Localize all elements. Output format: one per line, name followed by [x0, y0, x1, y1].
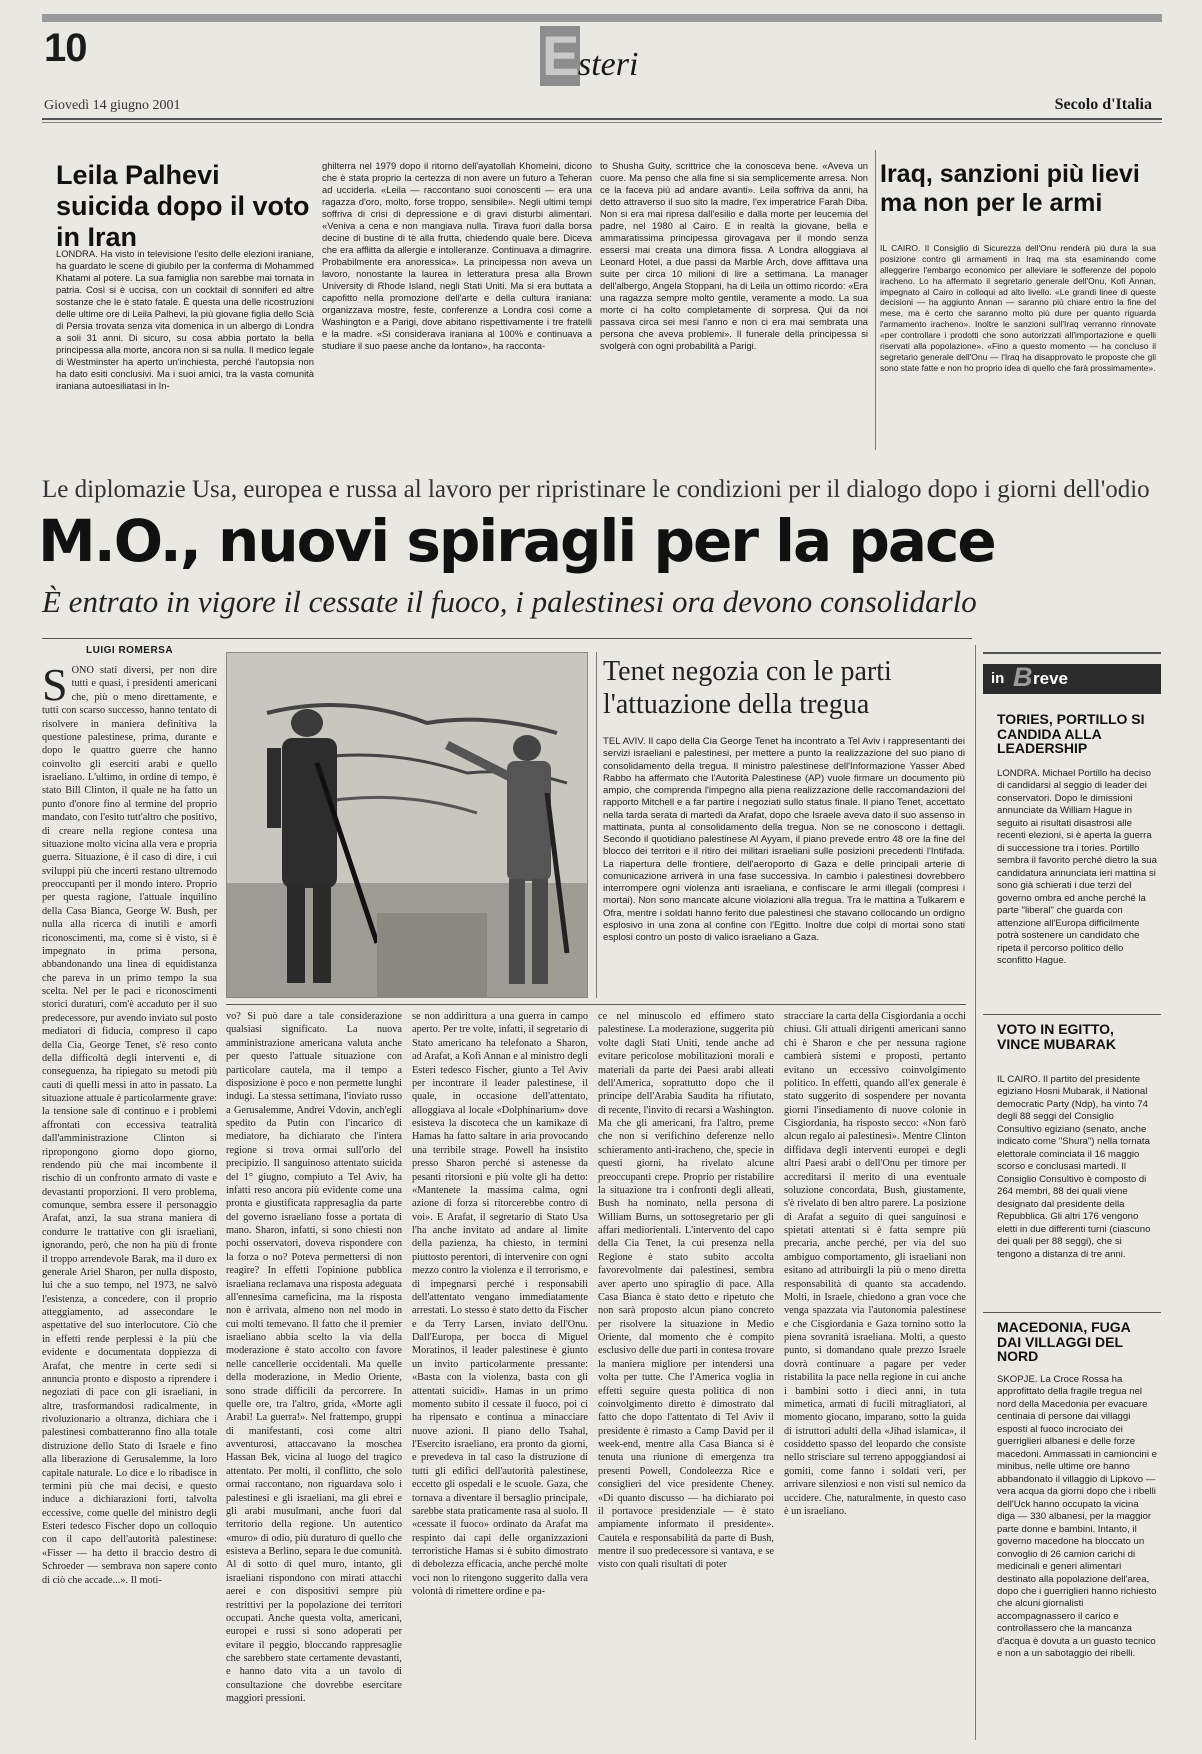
issue-date: Giovedì 14 giugno 2001	[44, 98, 181, 113]
main-kicker: Le diplomazie Usa, europea e russa al lavoro per ripristinare le condizioni per il dialogo dopo i giorni dell'odio	[42, 476, 1150, 503]
in-breve-in: in	[991, 670, 1005, 687]
tenet-title: Tenet negozia con le parti l'attuazione della tregua	[603, 656, 892, 720]
main-headline: M.O., nuovi spiragli per la pace	[38, 507, 995, 575]
column-divider	[875, 150, 876, 450]
story-iraq-text: IL CAIRO. Il Consiglio di Sicurezza dell'Onu renderà più dura la sua posizione contro gli armamenti in Iraq ma sta esaminando come alleggerire l'embargo economico per alleviare le sofferenze del popolo iracheno. Lo ha affermato il segretario generale dell'Onu, Kofi Annan, impegnato al Cairo in colloqui ad alto livello. «Le grandi linee di queste decisioni — ha aggiunto Annan — saranno più chiare entro la fine del mese, ma è certo che saranno molto più dure per quanto riguarda l'armamento iracheno». Inoltre le sanzioni sull'Iraq verranno rinnovate «per controllare i prodotti che sono autorizzati all'importazione e quelli riservati alla popolazione». «Fino a questo momento — ha concluso il segretario generale dell'Onu — l'Iraq ha disapprovato le proposte che gli sono state fatte e non ho proprio idea di quello che farà prossimamente».	[880, 243, 1156, 373]
sidebar-divider	[975, 645, 976, 1740]
top-rule-bar	[42, 14, 1162, 22]
breve-text-macedonia: SKOPJE. La Croce Rossa ha approfittato della fragile tregua nel nord della Macedonia per evacuare centinaia di persone dai villaggi esposti al fuoco incrociato dei guerriglieri albanesi e delle forze macedoni. Ammassati in camioncini e minibus, nelle ultime ore hanno abbandonato il villaggio di Lipkovo — vera acqua da giorni dopo che i ribelli dell'Uck hanno occupato la vicina diga — 330 albanesi, per la maggior parte donne e bambini. Intanto, il governo macedone ha bloccato un convoglio di 26 camion carichi di medicinali e generi alimentari destinato alla popolazione dell'area, dopo che i guerriglieri hanno richiesto che alcuni giornalisti accompagnassero il carico e controllassero che la mancanza d'acqua è dovuta a un guasto tecnico e non a un sabotaggio dei ribelli.	[997, 1374, 1157, 1660]
photo-illustration	[227, 653, 588, 998]
story-palhevi-col2: ghilterra nel 1979 dopo il ritorno dell'ayatollah Khomeini, dicono che è stata proprio la certezza di non avere un futuro a Teheran ad ucciderla. «Leila — raccontano suoi conoscenti — era una ragazza d'oro, molto, forse troppo, sensibile». Negli ultimi tempi soffriva di crisi di depressione e di gravi disturbi alimentari. «Veniva a cena e non mangiava nulla. Tirava fuori dalla borsa decine di bustine di tè alla frutta, chiedendo quale bere. Diceva che era afflitta da allergie e intolleranze. Continuava a dimagrire. Probabilmente era anoressica». La principessa non aveva un lavoro, nonostante la laurea in letteratura presa alla Brown University di Rhode Island, negli Stati Uniti. Ma si era buttata a capofitto nella promozione dell'arte e della cultura iraniana: organizzava mostre, feste, conferenze a Londra così come a Washington e a Parigi, dove abitano rispettivamente i tre fratelli e la madre. «Si considerava iraniana al 100% e continuava a studiare il suo paese anche da lontano», ha racconta-	[322, 160, 592, 352]
section-initial-letter: E	[542, 24, 580, 87]
story-title-palhevi: Leila Palhevi suicida dopo il voto in Iran	[56, 160, 310, 253]
in-breve-b: B	[1013, 662, 1033, 692]
page-number: 10	[44, 26, 87, 70]
main-col3: se non addirittura a una guerra in campo aperto. Per tre volte, infatti, il segretario di Stato americano ha telefonato a Sharon, ad Arafat, a Kofi Annan e al ministro degli Esteri tedesco Fischer, giunto a Tel Aviv per incontrare il leader palestinese, il quale, in occasione dell'attentato, alloggiava al locale «Dolphinarium» dove esisteva la discoteca che un kamikaze di Hamas ha fatto saltare in aria provocando una terribile strage. Powell ha insistito presso Sharon perché si astenesse da pesanti ritorsioni e più volte gli ha detto: «Mantenete la massima calma, ogni azione di forza si ritorcerebbe contro di voi». E Arafat, il segretario di Stato Usa l'ha anche invitato ad andare al limite della pazienza, ha chiesto, in termini piuttosto perentori, di intervenire con ogni mezzo contro la violenza e il terrorismo, e di impegnarsi perché i responsabili dell'attentato vengano immediatamente arrestati. Lo stesso è stato detto da Fischer e da Terry Larsen, inviato dell'Onu. Dall'Europa, per bocca di Miguel Moratinos, il leader palestinese è giunto un invito particolarmente pressante: «Basta con la violenza, basta con gli attentati suicidi». Hamas in un primo momento subito il cessate il fuoco, poi ci ha ripensato e continua a minacciare nuove azioni. Il piano dello Tsahal, l'Esercito israeliano, era pronto da giorni, e prevedeva in tal caso la distruzione di tutti gli edifici dell'autorità palestinese, eccetto gli ospedali e le scuole. Gaza, che tornava a diventare il bersaglio principale, sarebbe stata praticamente rasa al suolo. Il «cessate il fuoco» ordinato da Arafat ma respinto dai capi delle organizzazioni terroristiche Hamas si è subito dimostrato di debolezza efficacia, anche perché molte voci non lo ritengono suggerito dalla vera volontà di rimettere ordine e pa-	[412, 1011, 588, 1598]
breve-title-egitto: VOTO IN EGITTO, VINCE MUBARAK	[997, 1021, 1116, 1052]
main-subhead: È entrato in vigore il cessate il fuoco, i palestinesi ora devono consolidarlo	[42, 584, 977, 619]
breve-title-tories: TORIES, PORTILLO SI CANDIDA ALLA LEADERSHIP	[997, 711, 1145, 757]
breve-text-egitto: IL CAIRO. Il partito del presidente egiziano Hosni Mubarak, il National democratic Party (Ndp), ha vinto 74 degli 88 seggi del Consiglio Consultivo egiziano (senato, anche indicato come "Shura") nella tornata elettorale cominciata il 16 maggio scorso e conclusasi martedì. Il Consiglio Consultivo è composto di 264 membri, 88 dei quali viene designato dal presidente della Repubblica. Gli altri 176 vengono eletti in due differenti turni (ciascuno dei quali per 88 seggi), che si tengono a distanza di tre anni.	[997, 1074, 1151, 1260]
story-palhevi-col1: LONDRA. Ha visto in televisione l'esito delle elezioni iraniane, ha guardato le scene di giubilo per la conferma di Mohammed Khatami al potere. La sua famiglia non sarebbe mai tornata in patria. Così si è uccisa, con un cocktail di sonniferi ed altre sostanze che le è stato fatale. È questa una delle ricostruzioni delle ultime ore di Leila Palhevi, la più giovane figlia dello Scià di Persia trovata senza vita domenica in un albergo di Londra a soli 31 anni. Di sicuro, su cosa abbia portato la bella principessa alla morte, ancora non si sa nulla. Il medico legale di Westminster ha aperto un'inchiesta, perché l'autopsia non ha dato esiti conclusivi. Ma i suoi amici, tra la vasta comunità iraniana autoesiliatasi in In-	[56, 248, 314, 392]
breve-rule	[983, 1014, 1161, 1015]
in-breve-rest: reve	[1033, 669, 1068, 688]
byline-rule	[42, 638, 972, 639]
main-col1-text: ONO stati diversi, per non dire tutti e quasi, i presidenti americani che, più o meno direttamente, e tutti con scarso successo, hanno tentato di risolvere in maniera definitiva la questione palestinese, prima, durante e dopo le quattro guerre che hanno coinvolto gli eserciti arabi e quello israeliano. L'ultimo, in ordine di tempo, è stato Bill Clinton, il quale ne ha fatto un punto d'onore fino al termine del proprio mandato, con l'esito tutt'altro che positivo, di creare nella regione contesa una situazione molto vicina alla vera e propria guerra. Situazione, è il caso di dire, i cui sviluppi più che incerti restano ultremodo preoccupanti per il mondo intero. Proprio per questa ragione, l'attuale inquilino della Casa Bianca, George W. Bush, per nulla alla ricerca di inutili e amorfi riconoscimenti, ma, come si è visto, si è impegnato in prima persona, abbandonando una linea di equidistanza che pareva in un primo tempo la sua scelta. Nel per le paci e riconoscimenti storici duraturi, com'è accaduto per il suo predecessore, pur avendo inviato sul posto mediatori di fiducia, compreso il capo della Cia, George Tenet, s'è reso conto della difficoltà degli interventi e, di conseguenza, ha ripiegato su metodi più cauti di quelli messi in atto in passato. La situazione attuale è particolarmente grave: la tensione sale di continuo e i problemi affrontati con eccessiva teatralità dall'amministrazione Clinton si ripropongono giorno dopo giorno, rendendo più che mai incombente il rischio di un confronto armato di vaste e devastanti proporzioni. Il vero problema, comunque, sembra essere il personaggio Arafat, anzi, la sua strana maniera di condurre le trattative con gli israeliani, ignorando, però, che non ha più di fronte il troppo arrendevole Barak, ma il duro ex generale Ariel Sharon, per nulla disposto, lui che a suo tempo, nel 1973, ne salvò l'esistenza, a concedere, con il proprio atteggiamento, ad assecondare le aspettative del suo interlocutore. Ciò che in effetti rende perplessi è la più che evidente e documentata doppiezza di Arafat, che mentre in certe sedi si annuncia pronto e disposto a riprendere i negoziati di pace con gli israeliani, in altre, trasformandosi radicalmente, in rivoluzionario a oltranza, dichiara che i palestinesi combatteranno fino alla totale distruzione dello Stato di Israele e fino alla liberazione di Gerusalemme, la loro capitale naturale. Lo dice e lo ribadisce in termini più che mai decisi, e questo induce a dichiarazioni forti, talvolta eccessive, come quelle del ministro degli Esteri tedesco Fischer dopo un colloquio con il capo dell'autorità palestinese: «Fisser — ha detto il braccio destro di Schroeder — sembrava non sapere conto di ciò che accade...». Il moti-	[42, 665, 217, 1586]
column-divider	[596, 652, 597, 998]
breve-title-macedonia: MACEDONIA, FUGA DAI VILLAGGI DEL NORD	[997, 1319, 1131, 1365]
main-col4: ce nel minuscolo ed effimero stato palestinese. La moderazione, suggerita più volte dagli Stati Uniti, tende anche ad evitare pericolose mobilitazioni morali e materiali da parte dei Paesi arabi alleati dell'America, soprattutto dopo che il principe dell'Arabia Saudita ha rifiutato, di recente, l'invito di recarsi a Washington. Ma che gli americani, fra l'altro, preme che non si verifichino deferenze nello schieramento anti-iracheno, che, specie in questi giorni, ha rivelato alcune preoccupanti crepe. Proprio per ristabilire la situazione tra i confronti degli alleati, Bush ha nominato, nella persona di William Burns, un sottosegretario per gli affari mediorientali. L'intervento del capo della Cia Tenet, la cui presenza nella Regione è stato subito accolta favorevolmente dai palestinesi, sembra aver aperto uno spiraglio di pace. Alla Casa Bianca è stato detto e ripetuto che non sarà proposto alcun piano concreto per risolvere la situazione in Medio Oriente, dal momento che è compito esclusivo delle due parti in contesa trovare la maniera migliore per intendersi una volta per tutte. Che l'America voglia in effetti seguire questa politica di non coinvolgimento diretto è dimostrato dal fatto che dopo l'attentato di Tel Aviv il presidente è rimasto a Camp David per il week-end, mentre alla Casa Bianca si è tenuta una riunione di emergenza tra presenti Powell, Condoleezza Rice e consiglieri del vice presidente Cheney. «Di quanto discusso — ha dichiarato poi il portavoce presidenziale — è stato ampiamente informato il presidente». Cautela e responsabilità da parte di Bush, mentre il suo predecessore si vantava, e se visto con quali risultati di poter	[598, 1011, 774, 1571]
story-title-iraq: Iraq, sanzioni più lievi ma non per le armi	[880, 160, 1140, 217]
photo-bottom-rule	[226, 1004, 966, 1005]
in-breve-label	[983, 664, 1161, 694]
masthead-rule-thin	[42, 122, 1162, 123]
byline: LUIGI ROMERSA	[86, 645, 174, 656]
news-photo-soldiers	[226, 652, 588, 998]
main-col5: stracciare la carta della Cisgiordania a occhi chiusi. Gli attuali dirigenti americani sanno chi è Sharon e che per nessuna ragione cambierà sistemi e proposti, pertanto evitano un eccessivo coinvolgimento politico. In effetti, quando all'ex generale è stato suggerito di sospendere per novanta giorni l'insediamento di nuove colonie in Cisgiordania, ha risposto secco: «Non farò alcun regalo ai palestinesi». Mentre Clinton diffidava degli interventi europei e degli altri Paesi arabi o dell'Onu per timore per accreditarsi il merito di una eventuale soluzione concordata, Bush, giustamente, s'è rivelato di ben altro parere. La posizione di Arafat a seguito di quei sanguinosi e spietati attentati si è fatta sempre più precaria, anche perché, per via del suo ambiguo comportamento, gli israeliani non esitano ad attribuirgli la più o meno diretta responsabilità di quanto sta accadendo. Molti, in Israele, chiedono a gran voce che venga spazzata via l'autonomia palestinese e che Cisgiordania e Gaza tornino sotto la piena sovranità israeliana. Molti, a questo punto, si domandano quale prezzo Israele dovrà continuare a pagare per veder ristabilita la pace nella regione in cui anche i bambini sotto i dieci anni, in tuta mimetica, armati di fucili mitragliatori, al momento giocano, imparano, sotto la guida di istruttori adulti della «Jihad islamica», il cosiddetto spasso del leopardo che consiste nello strisciare sul terreno appoggiandosi ai gomiti, come fanno i soldati veri, per arrivare silenziosi e non visti sul nemico da uccidere. Che, naturalmente, in questo caso è un israeliano.	[784, 1011, 966, 1517]
main-col1	[42, 664, 217, 1736]
drop-cap: S	[42, 664, 68, 710]
newspaper-name: Secolo d'Italia	[1054, 96, 1152, 113]
sidebar-top-rule	[983, 652, 1161, 654]
section-title: steri	[578, 46, 639, 83]
masthead-rule	[42, 118, 1162, 120]
tenet-text: TEL AVIV. Il capo della Cia George Tenet ha incontrato a Tel Aviv i rappresentanti dei servizi israeliani e palestinesi, per mettere a punto la realizzazione del suo piano di consolidamento della tregua. Il ministro palestinese dell'Informazione Yasser Abed Rabbo ha affermato che l'Autorità Palestinese (AP) vuole firmare un documento più ampio, che comprenda l'impegno alla piena realizzazione delle raccomandazioni del rapporto Mitchell e a far partire i negoziati sullo status finale. Il piano Tenet, accettato nella tarda serata di martedì da Arafat, dopo che Israele aveva dato il suo assenso in mattinata, punta al consolidamento della tregua. Non se ne conoscono i dettagli. Secondo il quotidiano palestinese Al Ayyam, il piano prevede entro 48 ore la fine del blocco dei territori e il ritiro dei militari israeliani sulle posizioni precedenti l'Intifada. La riapertura delle frontiere, dell'aeroporto di Gaza e delle principali arterie di comunicazione arriverà in una fase successiva. In cambio i palestinesi dovrebbero interrompere ogni violenza anti israeliana, e confiscare le armi illegali (compresi i mortai). Non sono mancate alcune violazioni alla tregua. Tra le mattina a Tulkarem e Ofra, mentre i soldati hanno ferito due palestinesi che stavano collocando un ordigno esplosivo in una zona al confine con l'Egitto. Inoltre due colpi di mortai sono stati esplosi contro un posto di valico israeliano a Gaza.	[603, 736, 965, 944]
story-palhevi-col3: to Shusha Guity, scrittrice che la conosceva bene. «Aveva un cuore. Ma penso che alla fine si sia semplicemente arresa. Non ce la faceva più ad andare avanti». Leila soffriva da anni, ha detto attraverso il suo sito la madre, l'ex imperatrice Farah Diba. Non si era mai ripresa dall'esilio e dalla morte per leucemia del padre, nel 1980 al Cairo. E in realtà la giovane, bella e ammaratissima principessa girovagava per il mondo senza essersi mai creata una dimora fissa. A Londra alloggiava al Leonard Hotel, a due passi da Marble Arch, dove affittava una suite per circa 10 milioni di lire a settimana. La manager dell'albergo, Angela Stoppani, ha di Leila un ottimo ricordo: «Era una ragazza sempre molto gentile, veramente a modo. La sua morte ci ha colto completamente di sorpresa. Qui da noi passava circa sei mesi l'anno e non ci era mai sembrata una persona che aveva problemi». Il funerale della principessa si svolgerà con ogni probabilità a Parigi.	[600, 160, 868, 352]
section-initial-block	[540, 26, 580, 86]
breve-rule	[983, 1312, 1161, 1313]
breve-text-tories: LONDRA. Michael Portillo ha deciso di candidarsi al seggio di leader dei conservatori. Dopo le dimissioni annunciate da William Hague in seguito ai risultati disastrosi alle recenti elezioni, si è aperta la guerra di successione tra i tories. Portillo sembra il favorito perché dietro la sua candidatura annunciata ieri mattina si sono già schierati i due terzi del governo ombra ed anche perché la parte "liberal" che guarda con attenzione all'Europa difficilmente potrà sostenere un candidato che ripeta il percorso politico dello sconfitto Hague.	[997, 768, 1157, 967]
main-col2: vo? Si può dare a tale considerazione qualsiasi significato. La nuova amministrazione americana valuta anche per questo l'attuale situazione con particolare cautela, ma il tempo a disposizione è poco e non permette lunghi indugi. La stessa settimana, l'inviato russo a Gerusalemme, Andrei Vdovin, anch'egli spedito da Putin con l'incarico di mediatore, ha dichiarato che l'intera regione si trova ormai sull'orlo del precipizio. Il sanguinoso attentato suicida del 1° giugno, compiuto a Tel Aviv, ha infatti reso ancora più evidente come una pronta e giustificata rappresaglia da parte del governo israeliano fosse a portata di mano. Sharon, infatti, si sono chiesti non pochi osservatori, doveva rispondere con la forza o no? Poteva permettersi di non reagire? In effetti l'opinione pubblica israeliana reclamava una risposta adeguata all'ennesima carneficina, ma la risposta non è arrivata, almeno non nel modo in cui molti temevano. Il fatto che il premier israeliano abbia scelto la via della moderazione è stato accolto con favore nelle cancellerie occidentali. Ma quelle della moderazione, in Medio Oriente, sono strade difficili da percorrere. In quelle ore, tra l'altro, grida, «Morte agli Arabi! La guerra!». Nel frattempo, gruppi di manifestanti, così come altri avventurosi, attaccavano la moschea Hassan Bek, vicina al luogo del tragico attentato. Per molti, il conflitto, che solo ormai raccontano, non riguardava solo i palestinesi e gli israeliani, ma gli ebrei e gli arabi musulmani, anche fuori dal territorio della regione. Un autentico «muro» di odio, più duraturo di quello che esisteva a Berlino, separa le due comunità. Al di sotto di quel muro, intanto, gli israeliani rispondono con mirati attacchi aerei e con dispositivi sempre più restrittivi per la popolazione dei territori occupati. Anche questa volta, americani, europei e russi si sono adoperati per evitare il peggio, bloccando rappresaglie che sarebbero state certamente devastanti, e hanno dato vita a un tavolo di consultazione che dovrebbe esercitare maggiori pressioni.	[226, 1011, 402, 1705]
